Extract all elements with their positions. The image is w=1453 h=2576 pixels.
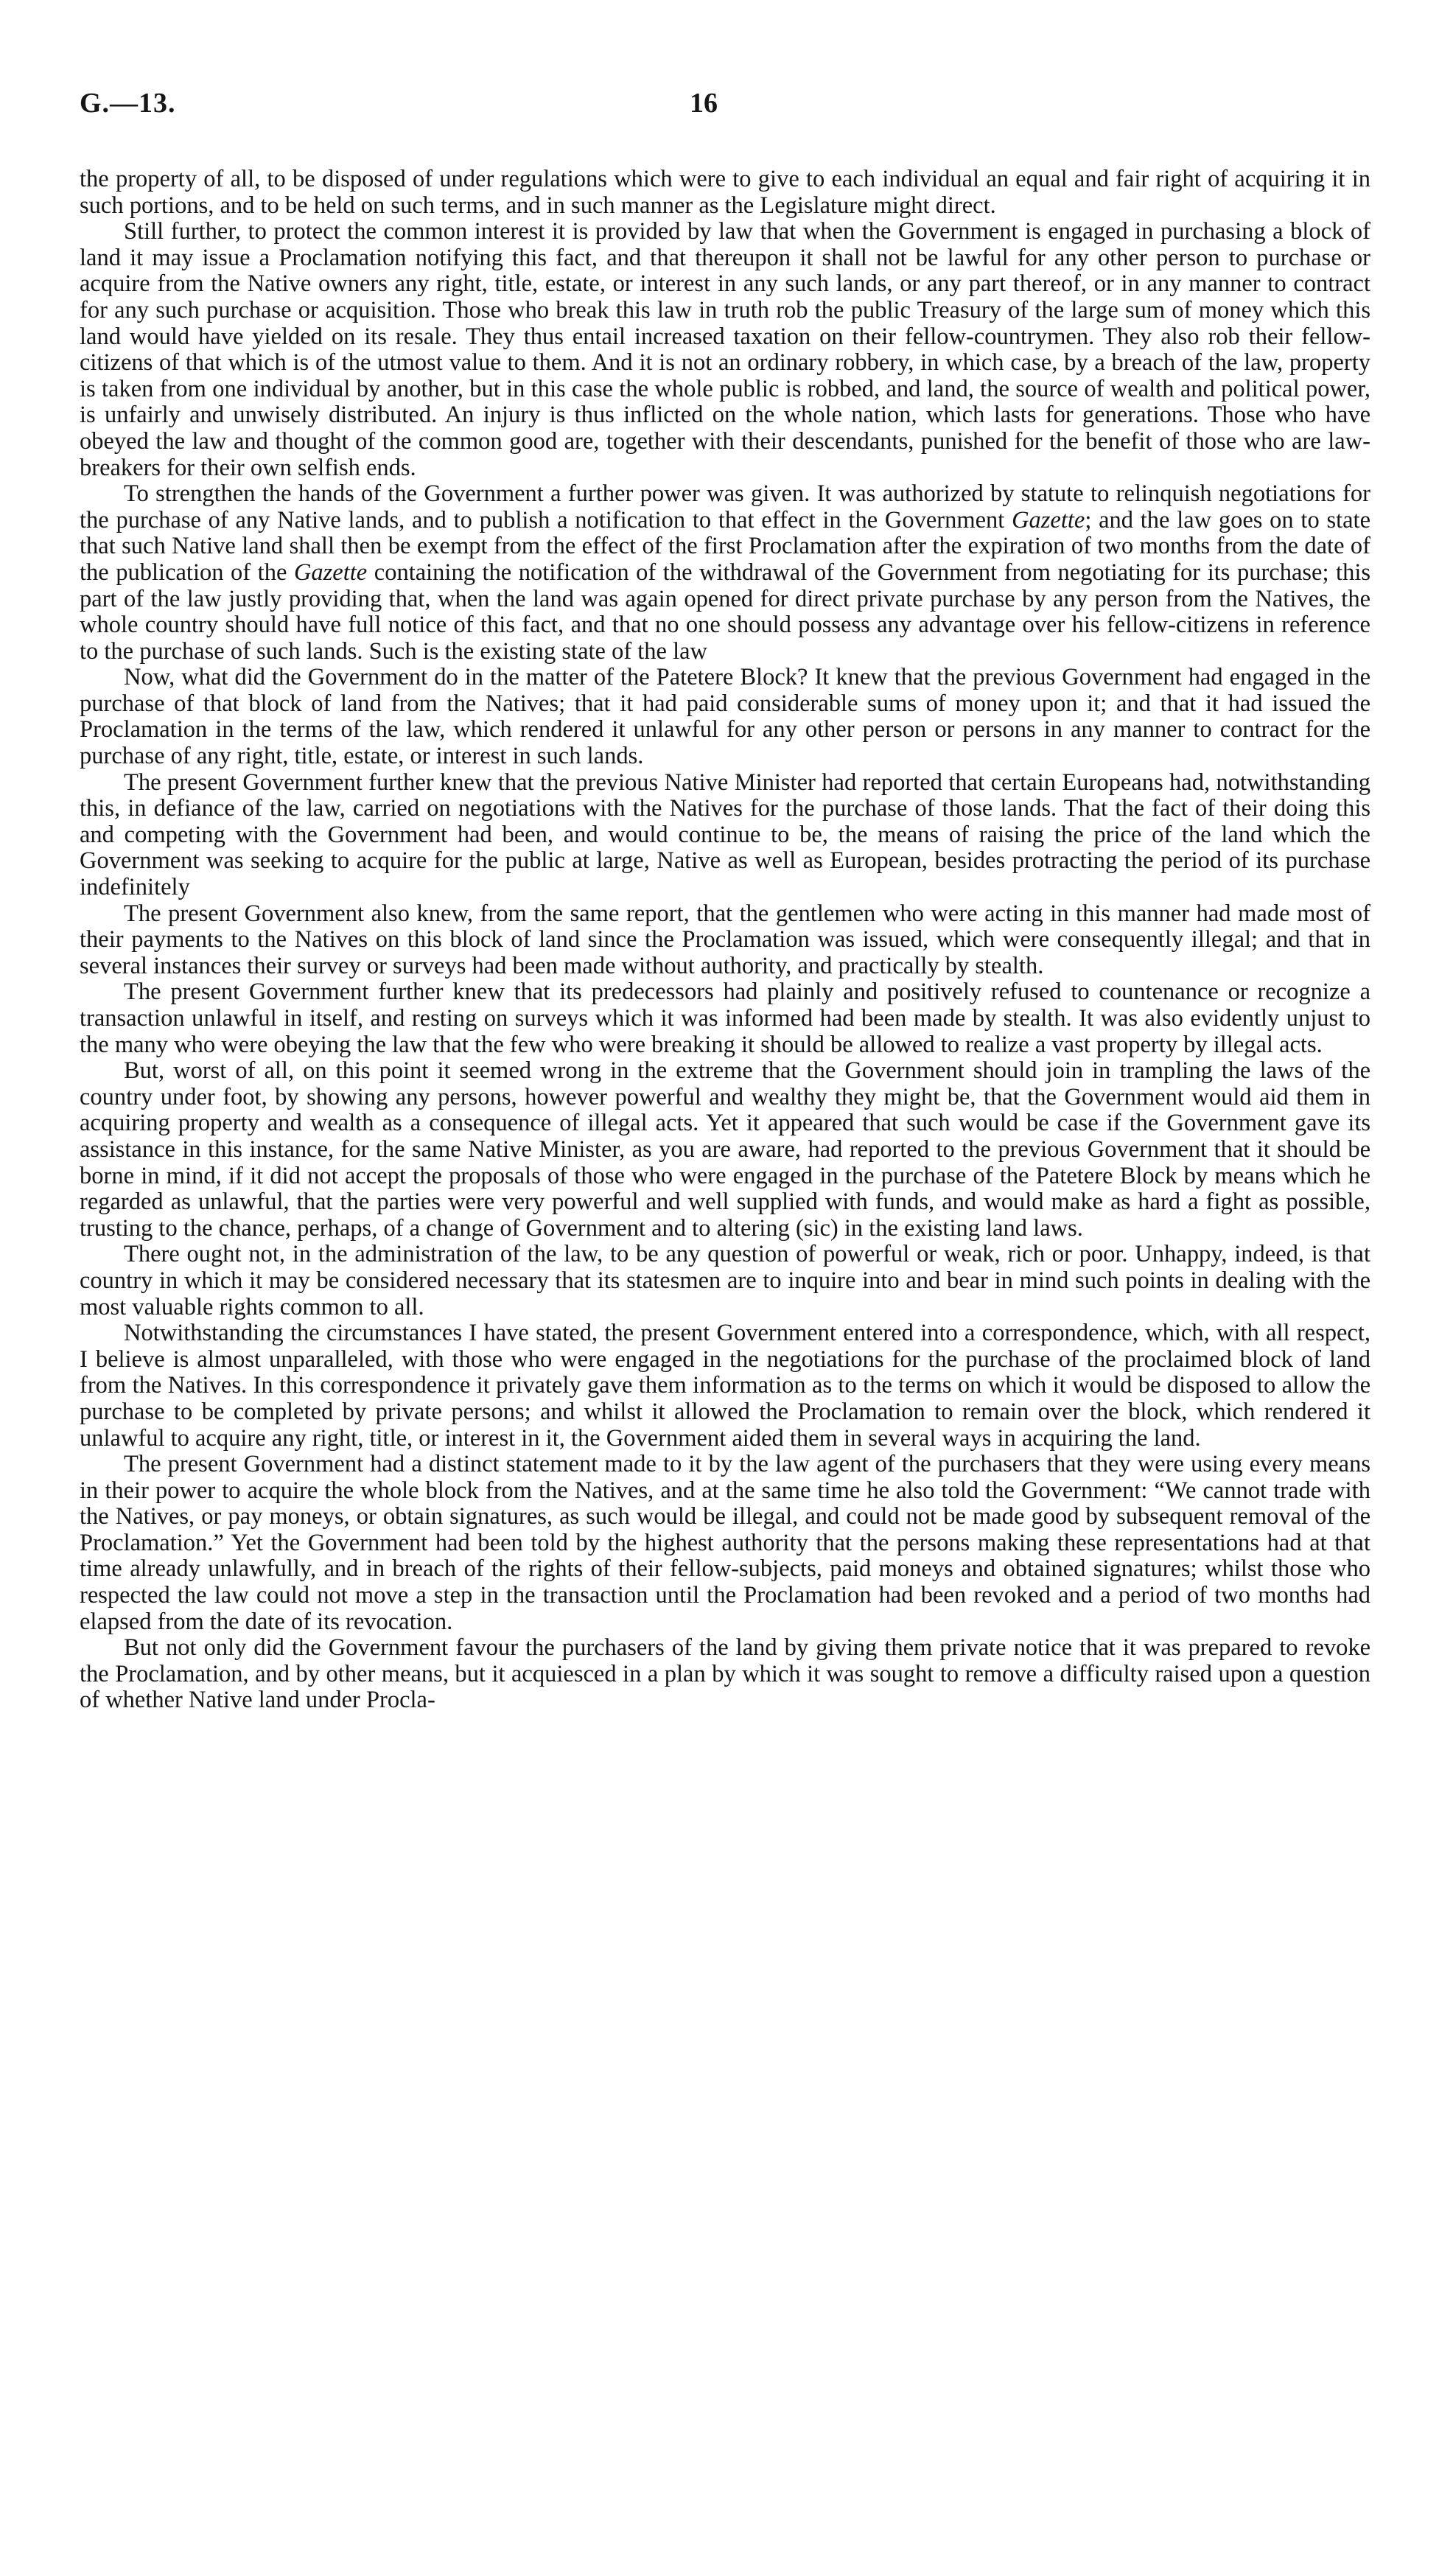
paragraph-4: Now, what did the Government do in the matter of the Patetere Block? It knew that the previous Government had engaged in the purchase of that block of land from the Natives; that it had paid considerable sums of money upon it; and that it had issued the Proclamation in the terms of the law, which rendered it unlawful for any other person or persons in any manner to contract for the purchase of any right, title, estate, or interest in such lands. [80,664,1370,770]
paragraph-1: the property of all, to be disposed of under regulations which were to give to each individual an equal and fair right of acquiring it in such portions, and to be held on such terms, and in such manner as the Legislature might direct. [80,166,1370,219]
paragraph-3-part-2: ; and the law goes on to state that such Native land shall then be exempt from the effect of the first Proclamation after the expiration of two months from the date of the publication of the [80,506,1370,586]
page-number: 16 [690,88,718,119]
paragraph-3 [80,481,1370,665]
document-reference: G.—13. [80,88,176,119]
paragraph-12: But not only did the Government favour the purchasers of the land by giving them private notice that it was prepared to revoke the Proclamation, and by other means, but it acquiesced in a plan by which it was sought to remove a difficulty raised upon a question of whether Native land under Procla- [80,1634,1370,1714]
paragraph-11: The present Government had a distinct statement made to it by the law agent of the purchasers that they were using every means in their power to acquire the whole block from the Natives, and at the same time he also told the Government: “We cannot trade with the Natives, or pay moneys, or obtain signatures, as such would be illegal, and could not be made good by subsequent removal of the Proclamation.” Yet the Government had been told by the highest authority that the persons making these representations had at that time already unlawfully, and in breach of the rights of their fellow-subjects, paid moneys and obtained signatures; whilst those who respected the law could not move a step in the transaction until the Proclamation had been revoked and a period of two months had elapsed from the date of its revocation. [80,1451,1370,1635]
paragraph-2: Still further, to protect the common interest it is provided by law that when the Government is engaged in purchasing a block of land it may issue a Proclamation notifying this fact, and that thereupon it shall not be lawful for any other person to purchase or acquire from the Native owners any right, title, estate, or interest in any such lands, or any part thereof, or in any manner to contract for any such purchase or acquisition. Those who break this law in truth rob the public Treasury of the large sum of money which this land would have yielded on its resale. They thus entail increased taxation on their fellow-countrymen. They also rob their fellow-citizens of that which is of the utmost value to them. And it is not an ordinary robbery, in which case, by a breach of the law, property is taken from one individual by another, but in this case the whole public is robbed, and land, the source of wealth and political power, is unfairly and unwisely distributed. An injury is thus inflicted on the whole nation, which lasts for generations. Those who have obeyed the law and thought of the common good are, together with their descendants, punished for the benefit of those who are law-breakers for their own selfish ends. [80,218,1370,481]
paragraph-10: Notwithstanding the circumstances I have stated, the present Government entered into a correspondence, which, with all respect, I believe is almost unparalleled, with those who were engaged in the negotiations for the purchase of the proclaimed block of land from the Natives. In this correspondence it privately gave them information as to the terms on which it would be disposed to allow the purchase to be completed by private persons; and whilst it allowed the Proclamation to remain over the block, which rendered it unlawful to acquire any right, title, or interest in it, the Government aided them in several ways in acquiring the land. [80,1320,1370,1452]
page-header [80,87,1370,133]
gazette-italic-2: Gazette [293,559,368,586]
paragraph-8: But, worst of all, on this point it seemed wrong in the extreme that the Government should join in trampling the laws of the country under foot, by showing any persons, however powerful and wealthy they might be, that the Government would aid them in acquiring property and wealth as a consequence of illegal acts. Yet it appeared that such would be case if the Government gave its assistance in this instance, for the same Native Minister, as you are aware, had reported to the previous Government that it should be borne in mind, if it did not accept the proposals of those who were engaged in the purchase of the Patetere Block by means which he regarded as unlawful, that the parties were very powerful and well supplied with funds, and would make as hard a fight as possible, trusting to the chance, perhaps, of a change of Government and to altering (sic) in the existing land laws. [80,1057,1370,1242]
paragraph-9: There ought not, in the administration of the law, to be any question of powerful or weak, rich or poor. Unhappy, indeed, is that country in which it may be considered necessary that its statesmen are to inquire into and bear in mind such points in dealing with the most valuable rights common to all. [80,1241,1370,1320]
gazette-italic-1: Gazette [1012,506,1085,533]
body-text [80,167,1370,1714]
paragraph-7: The present Government further knew that its predecessors had plainly and positively refused to countenance or recognize a transaction unlawful in itself, and resting on surveys which it was informed had been made by stealth. It was also evidently unjust to the many who were obeying the law that the few who were breaking it should be allowed to realize a vast property by illegal acts. [80,979,1370,1058]
paragraph-3-part-3: containing the notification of the withdrawal of the Government from negotiating for its purchase; this part of the law justly providing that, when the land was again opened for direct private purchase by any person from the Natives, the whole country should have full notice of this fact, and that no one should possess any advantage over his fellow-citizens in reference to the purchase of such lands. Such is the existing state of the law [80,559,1370,665]
paragraph-5: The present Government further knew that the previous Native Minister had reported that certain Europeans had, notwithstanding this, in defiance of the law, carried on negotiations with the Natives for the purchase of those lands. That the fact of their doing this and competing with the Government had been, and would continue to be, the means of raising the price of the land which the Government was seeking to acquire for the public at large, Native as well as European, besides protracting the period of its purchase indefinitely [80,769,1370,901]
paragraph-6: The present Government also knew, from the same report, that the gentlemen who were acting in this manner had made most of their payments to the Natives on this block of land since the Proclamation was issued, which were consequently illegal; and that in several instances their survey or surveys had been made without authority, and practically by stealth. [80,900,1370,979]
document-page [80,87,1370,2504]
paragraph-3-part-1: To strengthen the hands of the Government a further power was given. It was authorized by statute to relinquish negotiations for the purchase of any Native lands, and to publish a notification to that effect in the Government [80,480,1370,533]
